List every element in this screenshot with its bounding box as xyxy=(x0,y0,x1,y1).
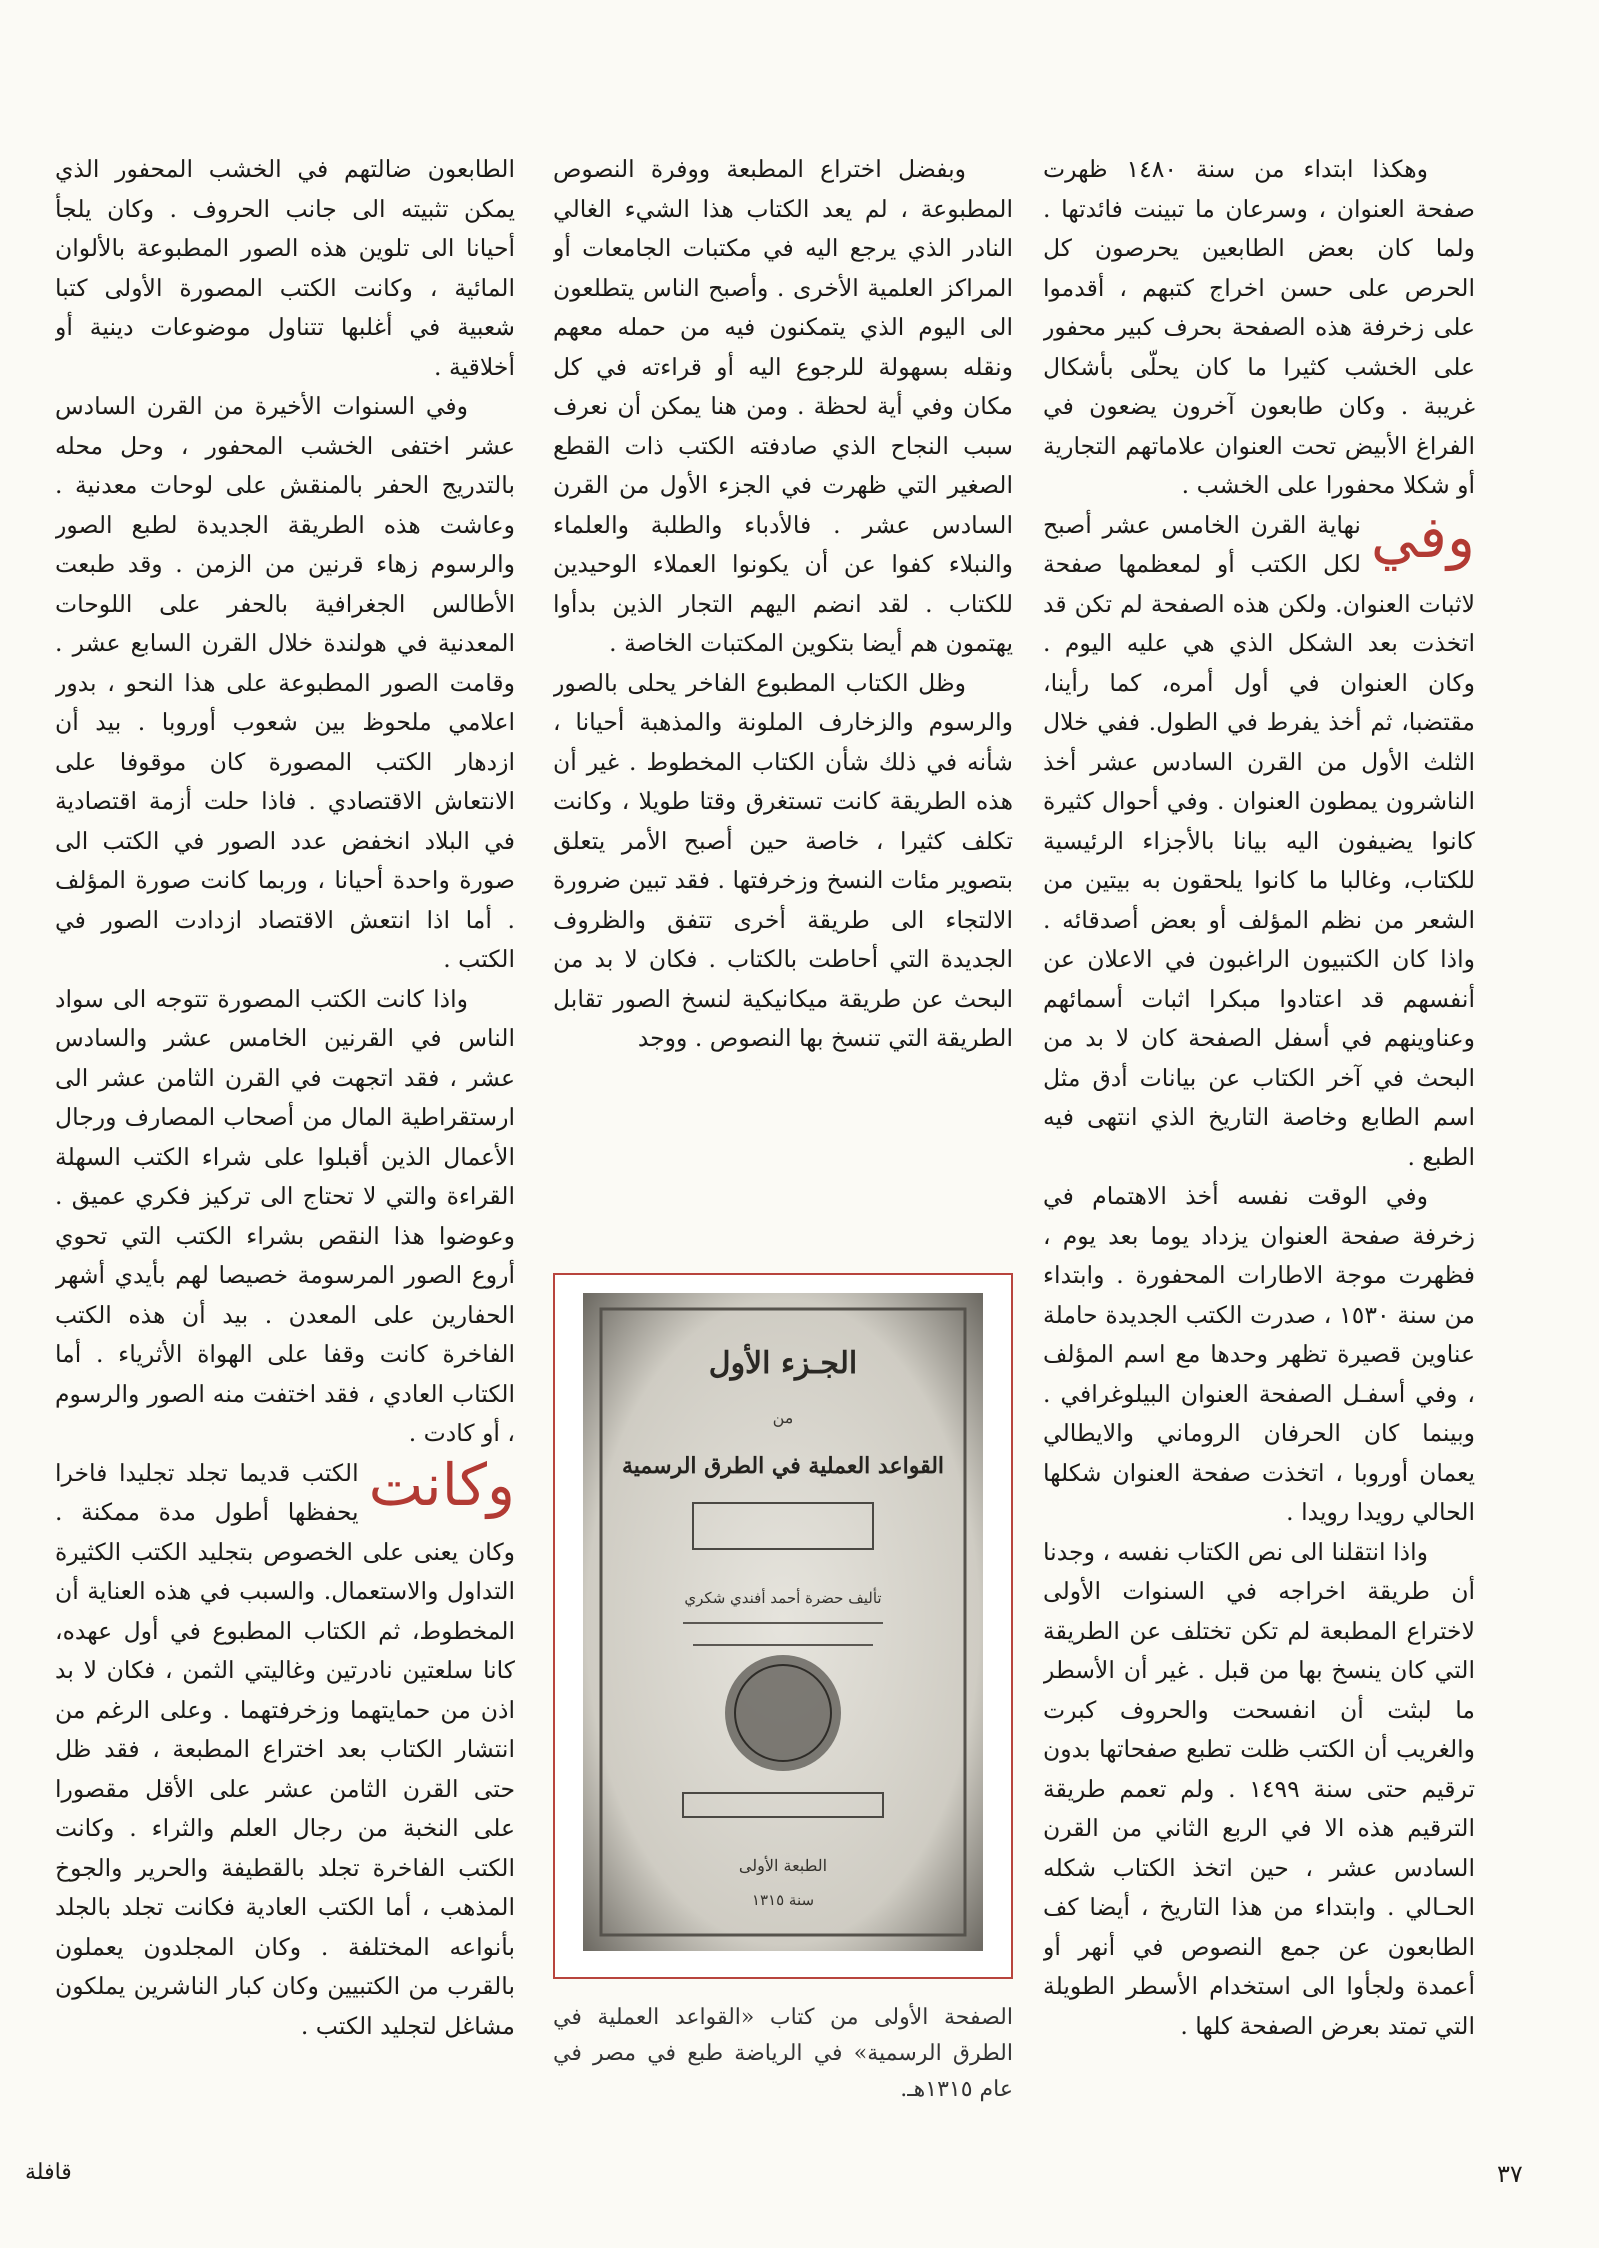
figure-title: الجـزء الأول xyxy=(708,1346,858,1381)
article-column-middle xyxy=(553,150,1013,1240)
paragraph: واذا كانت الكتب المصورة تتوجه الى سواد الناس في القرنين الخامس عشر والسادس عشر ، فقد اتجهت في القرن الثامن عشر الى ارستقراطية المال من أصحاب المصارف ورجال الأعمال الذين أقبلوا على شراء الكتب السهلة القراءة والتي لا تحتاج الى تركيز فكري عميق . وعوضوا هذا النقص بشراء الكتب التي تحوي أروع الصور المرسومة خصيصا لهم بأيدي أشهر الحفارين على المعدن . بيد أن هذه الكتب الفاخرة كانت وقفا على الهواة الأثرياء . أما الكتاب العادي ، فقد اختفت منه الصور والرسوم ، أو كادت . xyxy=(55,984,515,1447)
paragraph: الطابعون ضالتهم في الخشب المحفور الذي يمكن تثبيته الى جانب الحروف . وكان يلجأ أحيانا الى تلوين هذه الصور المطبوعة بالألوان المائية ، وكانت الكتب المصورة الأولى كتبا شعبية في أغلبها تتناول موضوعات دينية أو أخلاقية . xyxy=(55,155,515,381)
figure-caption: الصفحة الأولى من كتاب «القواعد العملية في الطرق الرسمية» في الرياضة طبع في مصر في عام ١٣١٥هـ. xyxy=(553,2005,1013,2102)
figure-year: سنة ١٣١٥ xyxy=(751,1891,815,1909)
figure-book-title: القواعد العملية في الطرق الرسمية xyxy=(621,1453,945,1479)
article-column-left xyxy=(55,150,515,2085)
book-title-page-photo xyxy=(583,1293,983,1951)
figure-edition: الطبعة الأولى xyxy=(738,1856,828,1875)
paragraph: وفي السنوات الأخيرة من القرن السادس عشر اختفى الخشب المحفور ، وحل محله بالتدريج الحفر بالمنقش على لوحات معدنية . وعاشت هذه الطريقة الجديدة لطبع الصور والرسوم زهاء قرنين من الزمن . وقد طبعت الأطالس الجغرافية بالحفر على اللوحات المعدنية في هولندة خلال القرن السابع عشر . وقامت الصور المطبوعة على هذا النحو ، بدور اعلامي ملحوظ بين شعوب أوروبا . بيد أن ازدهار الكتب المصورة كان موقوفا على الانتعاش الاقتصادي . فاذا حلت أزمة اقتصادية في البلاد انخفض عدد الصور في الكتب الى صورة واحدة أحيانا ، وربما كانت صورة المؤلف . أما اذا انتعش الاقتصاد ازدادت الصور في الكتب . xyxy=(55,392,515,973)
paragraph: وظل الكتاب المطبوع الفاخر يحلى بالصور والرسوم والزخارف الملونة والمذهبة أحيانا ، شأنه في ذلك شأن الكتاب المخطوط . غير أن هذه الطريقة كانت تستغرق وقتا طويلا ، وكانت تكلف كثيرا ، خاصة حين أصبح الأمر يتعلق بتصوير مئات النسخ وزخرفتها . فقد تبين ضرورة الالتجاء الى طريقة أخرى تتفق والظروف الجديدة التي أحاطت بالكتاب . فكان لا بد من البحث عن طريقة ميكانيكية لنسخ الصور تقابل الطريقة التي تنسخ بها النصوص . ووجد xyxy=(553,668,1013,1052)
article-column-right xyxy=(1043,150,1475,2085)
magazine-name: قافلة xyxy=(25,2160,72,2185)
paragraph: وفي الوقت نفسه أخذ الاهتمام في زخرفة صفحة العنوان يزداد يوما بعد يوم ، فظهرت موجة الاطارات المحفورة . وابتداء من سنة ١٥٣٠ ، صدرت الكتب الجديدة حاملة عناوين قصيرة تظهر وحدها مع اسم المؤلف ، وفي أسفـل الصفحة العنوان البيلوغرافي . وبينما كان الحرفان الروماني والايطالي يعمان أوروبا ، اتخذت صفحة العنوان شكلها الحالي رويدا رويدا . xyxy=(1043,1182,1475,1526)
drop-cap-word: وفي xyxy=(1370,502,1475,571)
drop-cap-word: وكانت xyxy=(368,1450,515,1519)
page-number: ٣٧ xyxy=(1497,2160,1523,2188)
figure-author: تأليف حضرة أحمد أفندي شكري xyxy=(684,1589,882,1607)
paragraph: وهكذا ابتداء من سنة ١٤٨٠ ظهرت صفحة العنوان ، وسرعان ما تبينت فائدتها . ولما كان بعض الطابعين يحرصون كل الحرص على حسن اخراج كتبهم ، أقدموا على زخرفة هذه الصفحة بحرف كبير محفور على الخشب كثيرا ما كان يحلّى بأشكال غريبة . وكان طابعون آخرون يضعون في الفراغ الأبيض تحت العنوان علاماتهم التجارية أو شكلا محفورا على الخشب . xyxy=(1043,155,1475,499)
paragraph: وبفضل اختراع المطبعة ووفرة النصوص المطبوعة ، لم يعد الكتاب هذا الشيء الغالي النادر الذي يرجع اليه في مكتبات الجامعات أو المراكز العلمية الأخرى . وأصبح الناس يتطلعون الى اليوم الذي يتمكنون فيه من حمله معهم ونقله بسهولة للرجوع اليه أو قراءته في كل مكان وفي أية لحظة . ومن هنا يمكن أن نعرف سبب النجاح الذي صادفته الكتب ذات القطع الصغير التي ظهرت في الجزء الأول من القرن السادس عشر . فالأدباء والطلبة والعلماء والنبلاء كفوا عن أن يكونوا العملاء الوحيدين للكتاب . لقد انضم اليهم التجار الذين بدأوا يهتمون هم أيضا بتكوين المكتبات الخاصة . xyxy=(553,155,1013,657)
figure-frame xyxy=(553,1273,1013,1979)
figure-subtitle: من xyxy=(772,1408,794,1427)
paragraph-text: الكتب قديما تجلد تجليدا فاخرا يحفظها أطول مدة ممكنة . وكان يعنى على الخصوص بتجليد الكتب الكثيرة التداول والاستعمال. والسبب في هذه العناية أن المخطوط، ثم الكتاب المطبوع في أول عهده، كانا سلعتين نادرتين وغاليتي الثمن ، فكان لا بد اذن من حمايتهما وزخرفتهما . وعلى الرغم من انتشار الكتاب بعد اختراع المطبعة ، فقد ظل حتى القرن الثامن عشر على الأقل مقصورا على النخبة من رجال العلم والثراء . وكانت الكتب الفاخرة تجلد بالقطيفة والحرير والجوخ المذهب ، أما الكتب العادية فكانت تجلد بالجلد بأنواعه المختلفة . وكان المجلدون يعملون بالقرب من الكتبيين وكان كبار الناشرين يملكون مشاغل لتجليد الكتب . xyxy=(55,1458,515,2040)
paragraph xyxy=(55,1450,515,2047)
paragraph-text: نهاية القرن الخامس عشر أصبح لكل الكتب أو لمعظمها صفحة لاثبات العنوان. ولكن هذه الصفحة لم تكن قد اتخذت بعد الشكل الذي هي عليه اليوم . وكان العنوان في أول أمره، كما رأينا، مقتضبا، ثم أخذ يفرط في الطول. ففي خلال الثلث الأول من القرن السادس عشر أخذ الناشرون يمطون العنوان . وفي أحوال كثيرة كانوا يضيفون اليه بيانا بالأجزاء الرئيسية للكتاب، وغالبا ما كانوا يلحقون به بيتين من الشعر من نظم المؤلف أو بعض أصدقائه . واذا كان الكتبيون الراغبون في الاعلان عن أنفسهم قد اعتادوا مبكرا اثبات أسمائهم وعناوينهم في أسفل الصفحة كان لا بد من البحث في آخر الكتاب عن بيانات أدق مثل اسم الطابع وخاصة التاريخ الذي انتهى فيه الطبع . xyxy=(1043,510,1475,1171)
paragraph xyxy=(1043,502,1475,1178)
seal-stamp xyxy=(725,1655,841,1771)
paragraph: واذا انتقلنا الى نص الكتاب نفسه ، وجدنا أن طريقة اخراجه في السنوات الأولى لاختراع المطبعة لم تكن تختلف عن الطريقة التي كان ينسخ بها من قبل . غير أن الأسطر ما لبثت أن انفسحت والحروف كبرت والغريب أن الكتب ظلت تطبع صفحاتها بدون ترقيم حتى سنة ١٤٩٩ . ولم تعمم طريقة الترقيم هذه الا في الربع الثاني من القرن السادس عشر ، حين اتخذ الكتاب شكله الحـالي . وابتداء من هذا التاريخ ، أيضا كف الطابعون عن جمع النصوص في أنهر أو أعمدة ولجأوا الى استخدام الأسطر الطويلة التي تمتد بعرض الصفحة كلها . xyxy=(1043,1537,1475,2040)
